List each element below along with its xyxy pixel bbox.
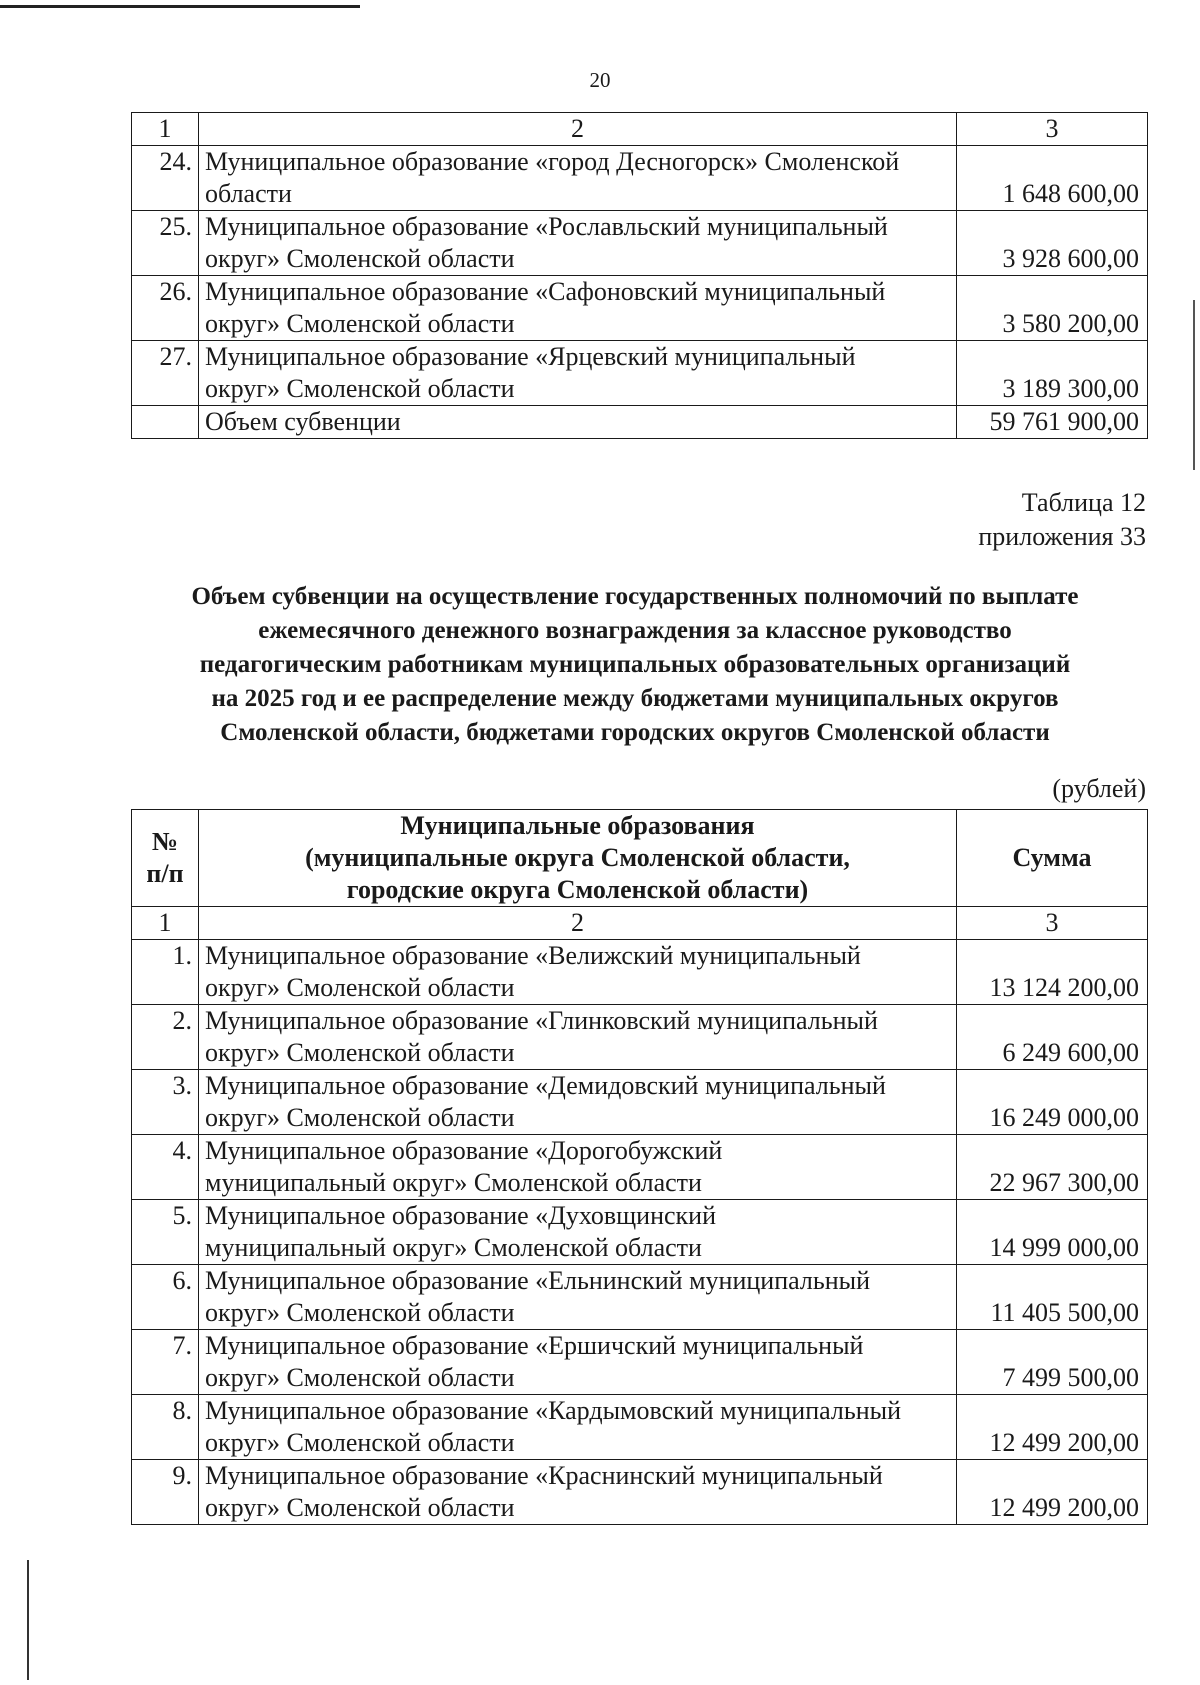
subvention-distribution-table <box>131 809 1148 1525</box>
table-row <box>132 1135 1148 1200</box>
row-sum: 12 499 200,00 <box>957 1460 1148 1525</box>
header-sum: Сумма <box>957 810 1148 907</box>
row-number: 26. <box>132 276 199 341</box>
row-number: 8. <box>132 1395 199 1460</box>
row-name: Муниципальное образование «Глинковский муниципальный округ» Смоленской области <box>199 1005 957 1070</box>
row-number: 5. <box>132 1200 199 1265</box>
row-name: Муниципальное образование «Духовщинский муниципальный округ» Смоленской области <box>199 1200 957 1265</box>
row-sum: 3 928 600,00 <box>957 211 1148 276</box>
row-number: 4. <box>132 1135 199 1200</box>
table-row <box>132 341 1148 406</box>
col-number-1: 1 <box>132 907 199 940</box>
continued-distribution-table <box>131 112 1148 439</box>
table-row <box>132 1265 1148 1330</box>
row-number: 6. <box>132 1265 199 1330</box>
total-row <box>132 406 1148 439</box>
table-row <box>132 1395 1148 1460</box>
col-number-2: 2 <box>199 907 957 940</box>
row-number: 24. <box>132 146 199 211</box>
row-name: Муниципальное образование «Демидовский муниципальный округ» Смоленской области <box>199 1070 957 1135</box>
header-number: № п/п <box>132 810 199 907</box>
table-row <box>132 146 1148 211</box>
row-number: 7. <box>132 1330 199 1395</box>
header-municipality: Муниципальные образования (муниципальные округа Смоленской области, городские округа Смоленской области) <box>199 810 957 907</box>
unit-label: (рублей) <box>1052 774 1146 803</box>
row-name: Муниципальное образование «Кардымовский муниципальный округ» Смоленской области <box>199 1395 957 1460</box>
row-number: 1. <box>132 940 199 1005</box>
scan-artifact-top-line <box>0 5 360 8</box>
table-row <box>132 211 1148 276</box>
section-title: Объем субвенции на осуществление государственных полномочий по выплате ежемесячного денежного вознаграждения за классное руководство педагогическим работникам муниципальных образовательных организаций на 2025 год и ее распределение между бюджетами муниципальных округов Смоленской области, бюджетами городских округов Смоленской области <box>191 583 1079 746</box>
column-numbering-row <box>132 113 1148 146</box>
row-sum: 3 580 200,00 <box>957 276 1148 341</box>
row-name: Муниципальное образование «Краснинский муниципальный округ» Смоленской области <box>199 1460 957 1525</box>
row-number: 25. <box>132 211 199 276</box>
row-sum: 22 967 300,00 <box>957 1135 1148 1200</box>
col-number-2: 2 <box>199 113 957 146</box>
table-row <box>132 1460 1148 1525</box>
row-name: Муниципальное образование «Рославльский муниципальный округ» Смоленской области <box>199 211 957 276</box>
row-number: 27. <box>132 341 199 406</box>
col-number-3: 3 <box>957 113 1148 146</box>
table-row <box>132 940 1148 1005</box>
row-name: Муниципальное образование «Велижский муниципальный округ» Смоленской области <box>199 940 957 1005</box>
table-row <box>132 1070 1148 1135</box>
row-sum: 3 189 300,00 <box>957 341 1148 406</box>
row-name: Муниципальное образование «Ельнинский муниципальный округ» Смоленской области <box>199 1265 957 1330</box>
row-number: 2. <box>132 1005 199 1070</box>
row-number: 3. <box>132 1070 199 1135</box>
row-number: 9. <box>132 1460 199 1525</box>
row-sum: 11 405 500,00 <box>957 1265 1148 1330</box>
table-row <box>132 276 1148 341</box>
row-sum: 13 124 200,00 <box>957 940 1148 1005</box>
total-sum: 59 761 900,00 <box>957 406 1148 439</box>
scan-artifact-left-line <box>27 1560 29 1680</box>
header-row <box>132 810 1148 907</box>
column-numbering-row <box>132 907 1148 940</box>
table-row <box>132 1200 1148 1265</box>
row-name: Муниципальное образование «Ярцевский муниципальный округ» Смоленской области <box>199 341 957 406</box>
total-label: Объем субвенции <box>199 406 957 439</box>
col-number-1: 1 <box>132 113 199 146</box>
row-sum: 12 499 200,00 <box>957 1395 1148 1460</box>
row-sum: 1 648 600,00 <box>957 146 1148 211</box>
row-sum: 16 249 000,00 <box>957 1070 1148 1135</box>
row-name: Муниципальное образование «Ершичский муниципальный округ» Смоленской области <box>199 1330 957 1395</box>
table-row <box>132 1330 1148 1395</box>
total-number-empty <box>132 406 199 439</box>
scan-artifact-right-line <box>1193 300 1195 470</box>
table-row <box>132 1005 1148 1070</box>
page-number: 20 <box>589 68 611 92</box>
col-number-3: 3 <box>957 907 1148 940</box>
row-sum: 7 499 500,00 <box>957 1330 1148 1395</box>
row-name: Муниципальное образование «Сафоновский муниципальный округ» Смоленской области <box>199 276 957 341</box>
table-reference: Таблица 12 приложения 33 <box>978 488 1146 551</box>
row-sum: 14 999 000,00 <box>957 1200 1148 1265</box>
row-name: Муниципальное образование «Дорогобужский муниципальный округ» Смоленской области <box>199 1135 957 1200</box>
row-name: Муниципальное образование «город Десногорск» Смоленской области <box>199 146 957 211</box>
row-sum: 6 249 600,00 <box>957 1005 1148 1070</box>
